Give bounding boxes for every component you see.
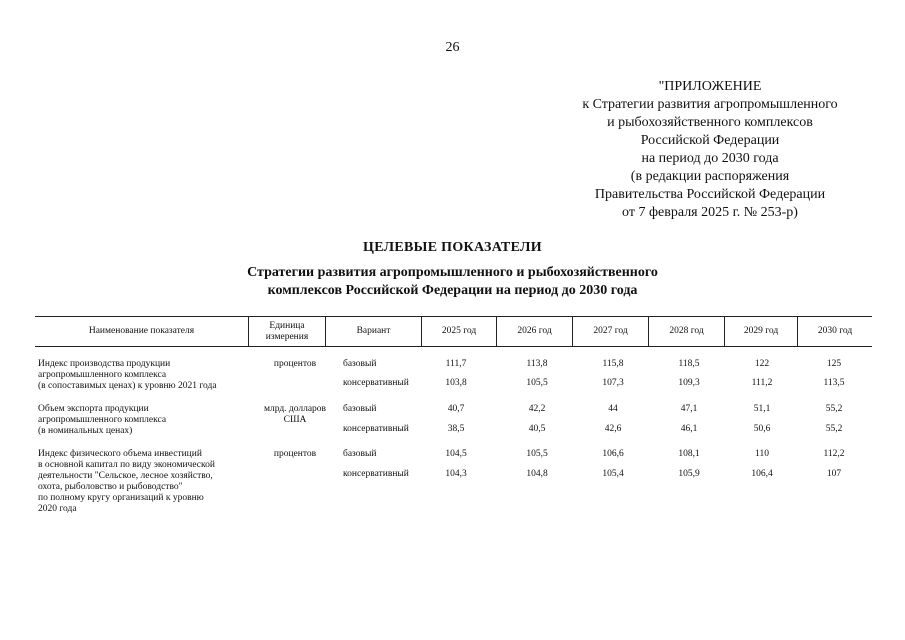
unit-cell bbox=[250, 449, 340, 460]
header-unit-line-2: измерения bbox=[265, 331, 309, 342]
variant-label: базовый bbox=[343, 359, 377, 369]
header-year-2027: 2027 год bbox=[572, 317, 648, 346]
indicator-name bbox=[38, 359, 253, 392]
value-cell: 125 bbox=[826, 359, 842, 369]
value-cell: 103,8 bbox=[445, 378, 467, 388]
indicator-name-line: деятельности "Сельское, лесное хозяйство, bbox=[38, 471, 213, 481]
value-cell: 105,5 bbox=[526, 378, 548, 388]
header-year-2028: 2028 год bbox=[648, 317, 724, 346]
value-cell: 106,4 bbox=[751, 469, 773, 479]
appendix-line: от 7 февраля 2025 г. № 253-р) bbox=[622, 205, 798, 220]
header-year-2030: 2030 год bbox=[797, 317, 872, 346]
value-cell: 42,6 bbox=[604, 424, 622, 434]
value-cell: 47,1 bbox=[680, 404, 698, 414]
indicator-name-line: агропромышленного комплекса bbox=[38, 370, 167, 380]
value-cell: 109,3 bbox=[678, 378, 700, 388]
variant-label: консервативный bbox=[343, 378, 409, 388]
header-year-2026: 2026 год bbox=[496, 317, 572, 346]
indicator-name-line: Индекс производства продукции bbox=[38, 359, 171, 369]
indicator-name-line: охота, рыболовство и рыбоводство" bbox=[38, 482, 183, 492]
value-cell: 51,1 bbox=[753, 404, 771, 414]
value-cell: 55,2 bbox=[825, 404, 843, 414]
value-cell: 44 bbox=[608, 404, 618, 414]
value-cell: 118,5 bbox=[678, 359, 700, 369]
indicator-name-line: (в номинальных ценах) bbox=[38, 426, 133, 436]
value-cell: 50,6 bbox=[753, 424, 771, 434]
document-subtitle bbox=[0, 264, 905, 300]
variant-label: консервативный bbox=[343, 424, 409, 434]
value-cell: 113,5 bbox=[823, 378, 845, 388]
variant-label: консервативный bbox=[343, 469, 409, 479]
appendix-line: Правительства Российской Федерации bbox=[594, 187, 826, 202]
value-cell: 40,7 bbox=[447, 404, 465, 414]
indicator-name bbox=[38, 449, 253, 515]
indicator-name-line: 2020 года bbox=[38, 504, 77, 514]
unit-cell bbox=[250, 359, 340, 370]
header-name: Наименование показателя bbox=[88, 326, 195, 336]
appendix-line: "ПРИЛОЖЕНИЕ bbox=[658, 79, 762, 94]
value-cell: 38,5 bbox=[447, 424, 465, 434]
value-cell: 46,1 bbox=[680, 424, 698, 434]
value-cell: 108,1 bbox=[678, 449, 700, 459]
indicator-name-line: Индекс физического объема инвестиций bbox=[38, 449, 202, 459]
table-header bbox=[35, 316, 872, 347]
value-cell: 107,3 bbox=[602, 378, 624, 388]
value-cell: 115,8 bbox=[602, 359, 624, 369]
value-cell: 110 bbox=[755, 449, 769, 459]
value-cell: 105,4 bbox=[602, 469, 624, 479]
appendix-line: Российской Федерации bbox=[640, 133, 780, 148]
unit-line: США bbox=[283, 415, 307, 425]
value-cell: 104,3 bbox=[445, 469, 467, 479]
value-cell: 55,2 bbox=[825, 424, 843, 434]
value-cell: 104,5 bbox=[445, 449, 467, 459]
value-cell: 104,8 bbox=[526, 469, 548, 479]
unit-line: процентов bbox=[273, 449, 317, 459]
header-variant: Вариант bbox=[325, 317, 421, 346]
document-title: ЦЕЛЕВЫЕ ПОКАЗАТЕЛИ bbox=[363, 240, 542, 255]
indicator-name-line: по полному кругу организаций к уровню bbox=[38, 493, 204, 503]
value-cell: 112,2 bbox=[823, 449, 845, 459]
variant-label: базовый bbox=[343, 404, 377, 414]
header-year-2029: 2029 год bbox=[724, 317, 797, 346]
indicator-name-line: агропромышленного комплекса bbox=[38, 415, 167, 425]
variant-label: базовый bbox=[343, 449, 377, 459]
value-cell: 113,8 bbox=[526, 359, 548, 369]
appendix-block bbox=[560, 78, 860, 222]
indicator-name-line: в основной капитал по виду экономической bbox=[38, 460, 215, 470]
value-cell: 40,5 bbox=[528, 424, 546, 434]
unit-line: млрд. долларов bbox=[263, 404, 327, 414]
header-year-2025: 2025 год bbox=[421, 317, 496, 346]
header-unit-line-1: Единица bbox=[269, 320, 305, 331]
indicator-name-line: Объем экспорта продукции bbox=[38, 404, 149, 414]
appendix-line: (в редакции распоряжения bbox=[630, 169, 790, 184]
value-cell: 122 bbox=[754, 359, 770, 369]
value-cell: 105,9 bbox=[678, 469, 700, 479]
value-cell: 106,6 bbox=[602, 449, 624, 459]
header-unit bbox=[248, 317, 325, 346]
unit-line: процентов bbox=[273, 359, 317, 369]
indicator-name-line: (в сопоставимых ценах) к уровню 2021 года bbox=[38, 381, 217, 391]
value-cell: 107 bbox=[826, 469, 842, 479]
value-cell: 111,2 bbox=[751, 378, 773, 388]
page-number: 26 bbox=[445, 40, 460, 55]
unit-cell bbox=[250, 404, 340, 426]
subtitle-line-2: комплексов Российской Федерации на период до 2030 года bbox=[267, 283, 638, 298]
appendix-line: к Стратегии развития агропромышленного bbox=[582, 97, 838, 112]
value-cell: 105,5 bbox=[526, 449, 548, 459]
appendix-line: на период до 2030 года bbox=[641, 151, 779, 166]
value-cell: 42,2 bbox=[528, 404, 546, 414]
subtitle-line-1: Стратегии развития агропромышленного и рыбохозяйственного bbox=[247, 265, 658, 280]
value-cell: 111,7 bbox=[445, 359, 467, 369]
indicator-name bbox=[38, 404, 253, 437]
appendix-line: и рыбохозяйственного комплексов bbox=[607, 115, 813, 130]
